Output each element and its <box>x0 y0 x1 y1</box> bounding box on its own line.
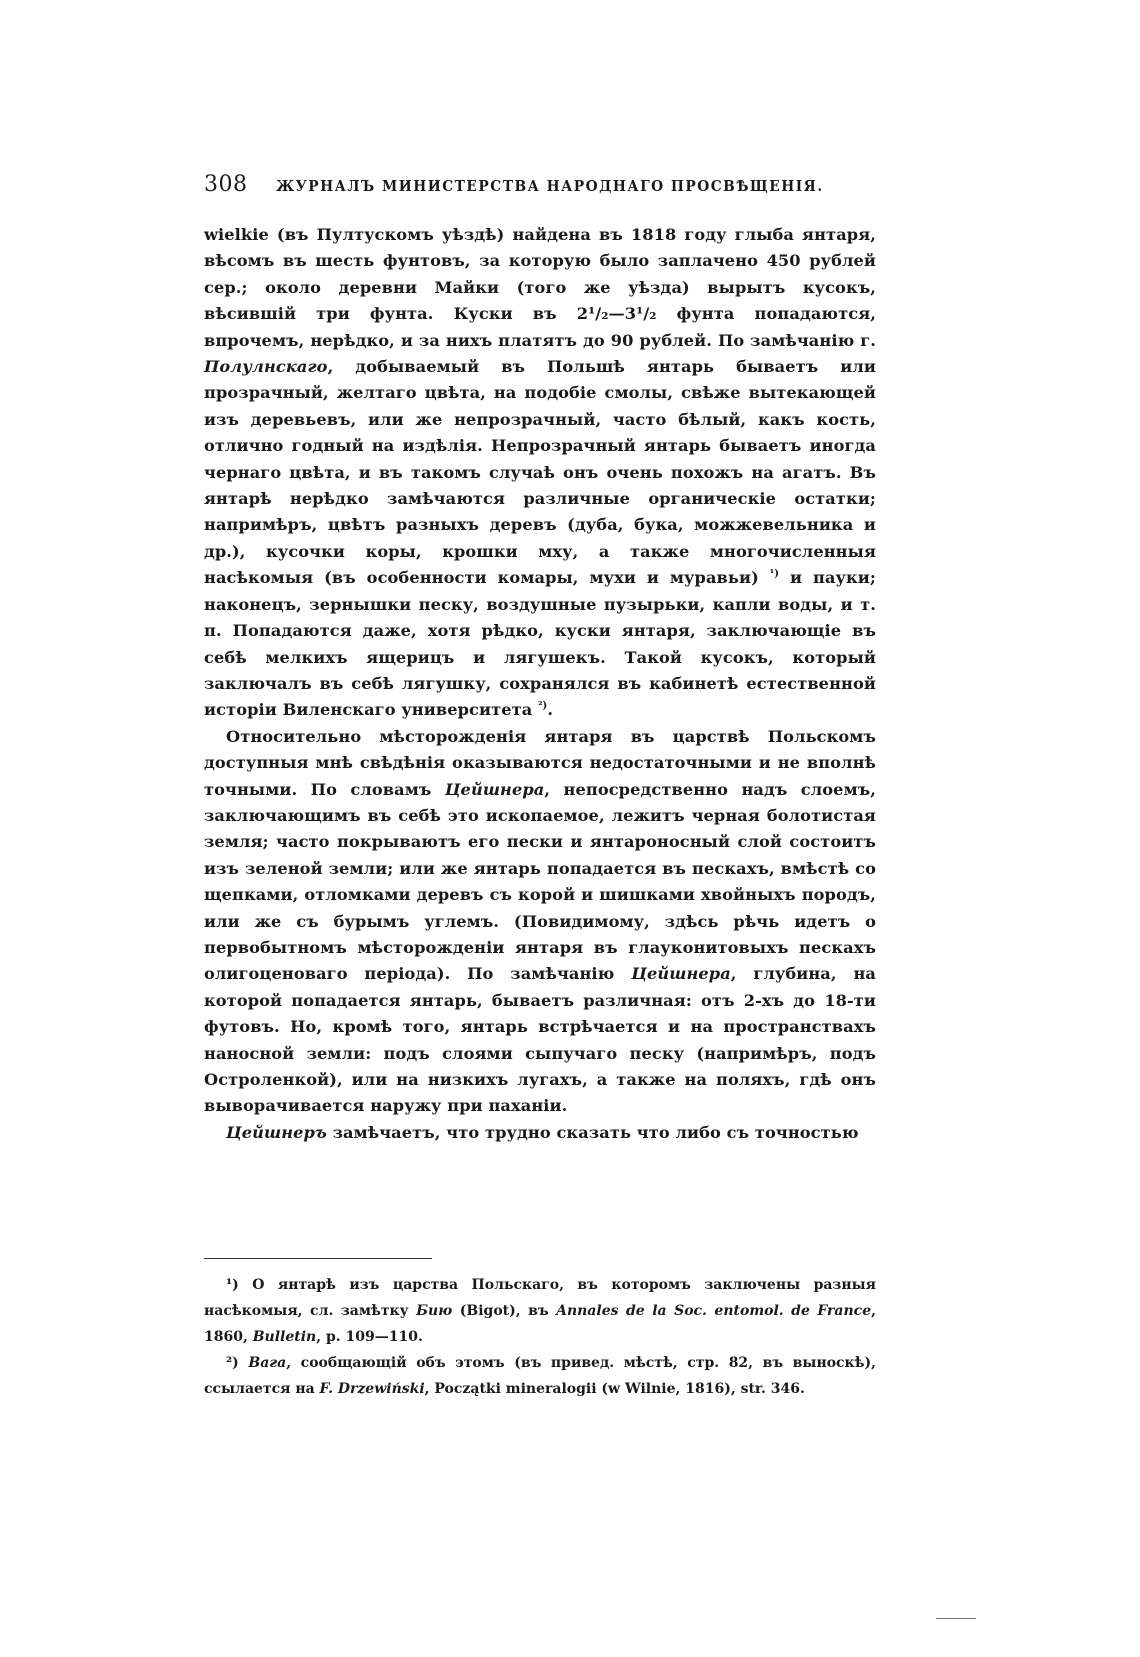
author-name: F. Drzewiński <box>319 1381 425 1397</box>
footnote-2: ²) Вага, сообщающій объ этомъ (въ привед. мѣстѣ, стр. 82, въ выноскѣ), ссылается на F. Drzewiński, Początki mineralogii (w Wilnie, 1816), str. 346. <box>204 1355 877 1397</box>
footnote-divider <box>204 1258 432 1259</box>
paragraph-1: wielkie (въ Пултускомъ уѣздѣ) найдена въ 1818 году глыба янтаря, вѣсомъ въ шесть фунтовъ, за которую было заплачено 450 рублей сер.; около деревни Майки (того же уѣзда) вырытъ кусокъ, вѣсившій три фунта. Куски въ 2¹/₂—3¹/₂ фунта попадаются, впрочемъ, нерѣдко, и за нихъ платятъ до 90 рублей. По замѣчанію г. Полулнскаго, добываемый въ Польшѣ янтарь бываетъ или прозрачный, желтаго цвѣта, на подобіе смолы, свѣже вытекающей изъ деревьевъ, или же непрозрачный, часто бѣлый, какъ кость, отлично годный на издѣлія. Непрозрачный янтарь бываетъ иногда чернаго цвѣта, и въ такомъ случаѣ онъ очень похожъ на агатъ. Въ янтарѣ нерѣдко замѣчаются различные органическіе остатки; напримѣръ, цвѣтъ разныхъ деревъ (дуба, бука, можжевельника и др.), кусочки коры, крошки мху, а также многочисленныя насѣкомыя (въ особенности комары, мухи и муравьи) $^{^1)}$ и пауки; наконецъ, зернышки песку, воздушные пузырьки, капли воды, и т. п. Попадаются даже, хотя рѣдко, куски янтаря, заключающіе въ себѣ мелкихъ ящерицъ и лягушекъ. Такой кусокъ, который заключалъ въ себѣ лягушку, сохранялся въ кабинетѣ естественной исторіи Виленскаго университета $^{^2)}$. <box>204 225 876 720</box>
author-name: Цейшнеръ <box>226 1122 327 1142</box>
body-text <box>204 222 876 1146</box>
author-name: Бию <box>416 1303 453 1319</box>
footnote-ref-2: ²) <box>538 700 548 712</box>
paragraph-2: Относительно мѣсторожденія янтаря въ царствѣ Польскомъ доступныя мнѣ свѣдѣнія оказываются недостаточными и не вполнѣ точными. По словамъ Цейшнера, непосредственно надъ слоемъ, заключающимъ въ себѣ это ископаемое, лежитъ черная болотистая земля; часто покрываютъ его пески и янтароносный слой состоитъ изъ зеленой земли; или же янтарь попадается въ пескахъ, вмѣстѣ со щепками, отломками деревъ съ корой и шишками хвойныхъ породъ, или же съ бурымъ углемъ. (Повидимому, здѣсь рѣчь идетъ о первобытномъ мѣсторожденіи янтаря въ глауконитовыхъ пескахъ олигоценоваго періода). По замѣчанію Цейшнера, глубина, на которой попадается янтарь, бываетъ различная: отъ 2-хъ до 18-ти футовъ. Но, кромѣ того, янтарь встрѣчается и на пространствахъ наносной земли: подъ слоями сыпучаго песку (напримѣръ, подъ Остроленкой), или на низкихъ лугахъ, а также на поляхъ, гдѣ онъ выворачивается наружу при паханіи. <box>204 726 877 1116</box>
footnote-ref-1: ¹) <box>769 568 780 580</box>
page-number: 308 <box>204 172 248 197</box>
bulletin-title: Bulletin <box>252 1329 317 1345</box>
running-head: ЖУРНАЛЪ МИНИСТЕРСТВА НАРОДНАГО ПРОСВѢЩЕНІЯ. <box>275 177 824 195</box>
author-name: Цейшнера <box>631 964 731 984</box>
author-name: Цейшнера <box>444 779 545 799</box>
footnote-1: ¹) О янтарѣ изъ царства Польскаго, въ которомъ заключены разныя насѣкомыя, сл. замѣтку Бию (Bigot), въ Annales de la Soc. entomol. de France, 1860, Bulletin, p. 109—110. <box>204 1277 876 1345</box>
author-name: Вага <box>248 1355 287 1371</box>
journal-title: Annales de la Soc. entomol. de France <box>556 1303 872 1319</box>
footnotes <box>204 1272 876 1402</box>
page-header <box>204 172 876 197</box>
scan-mark <box>936 1618 976 1619</box>
author-name: Полулнскаго <box>204 357 328 377</box>
paragraph-3: Цейшнеръ замѣчаетъ, что трудно сказать что либо съ точностью <box>226 1122 859 1142</box>
